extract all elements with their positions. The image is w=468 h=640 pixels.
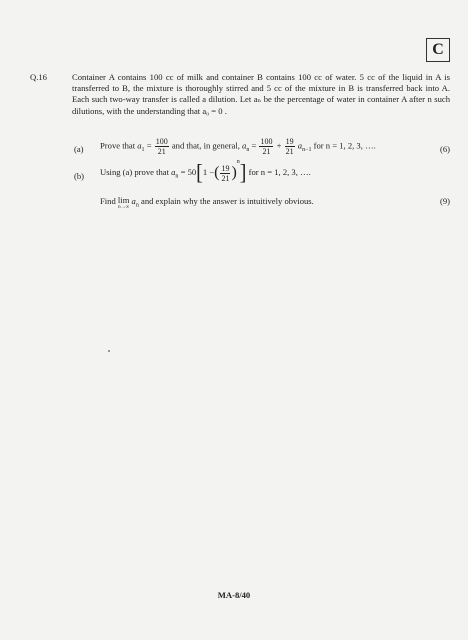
part-b-an-subscript: n xyxy=(175,173,179,180)
part-b-text-before: Using (a) prove that xyxy=(100,167,169,177)
an-subscript: n xyxy=(246,147,250,154)
fraction-denominator: 21 xyxy=(221,173,230,183)
right-paren: ) xyxy=(231,164,237,182)
part-b-text-after: for n = 1, 2, 3, …. xyxy=(248,167,311,177)
an-symbol: a xyxy=(242,140,247,151)
an-minus-1-subscript: n−1 xyxy=(302,147,312,154)
fraction-denominator: 21 xyxy=(285,147,294,156)
left-bracket: [ xyxy=(196,160,203,186)
fraction-denominator: 21 xyxy=(262,147,271,156)
fraction-19-21 xyxy=(285,137,295,156)
fraction-numerator: 19 xyxy=(285,137,294,146)
limit-expression xyxy=(118,196,129,212)
fraction-denominator: 21 xyxy=(157,147,166,156)
part-b-statement: Using (a) prove that $a_n = 50[1$ −( $\frac{19}{21}$ )$^n$] for n = 1, 2, 3, …. xyxy=(100,159,311,186)
part-b-coefficient: = 50 xyxy=(180,167,197,177)
fraction-19-21-b xyxy=(220,164,230,183)
part-b-marks: (9) xyxy=(439,196,450,206)
question-stem: Container A contains 100 cc of milk and container B contains 100 cc of water. 5 cc of the liquid in A is transferred to B, the mixture is thoroughly stirred and 5 cc of the mixture in B is transferred back into A. Each such two-way transfer is called a dilution. Let aₙ be the percentage of water in container A after n such dilutions, with the understanding that a₀ = 0 . xyxy=(72,72,450,116)
right-bracket: ] xyxy=(239,160,247,186)
fraction-numerator: 100 xyxy=(260,137,273,146)
find-an-subscript: n xyxy=(135,202,139,209)
find-text-2: and explain why the answer is intuitively obvious. xyxy=(141,196,314,206)
part-b-find-line: Find lim n→∞ $a_n$ and explain why the answer is intuitively obvious. xyxy=(100,195,314,210)
one-minus: 1 − xyxy=(202,167,215,177)
part-a-statement: Prove that $a_1$ = $\frac{100}{21}$ and that, in general, $a_n$ = $\frac{100}{21}$ + $\frac{19}{21}$ $a_{n-1}$ for n = 1, 2, 3, …. xyxy=(100,137,376,156)
find-text-1: Find xyxy=(100,196,116,206)
stray-mark xyxy=(108,350,110,352)
section-label: C xyxy=(426,38,450,62)
fraction-numerator: 19 xyxy=(221,163,230,173)
page-footer: MA-8/40 xyxy=(217,590,251,600)
part-a-label: (a) xyxy=(74,144,84,154)
part-a-marks: (6) xyxy=(439,144,450,154)
part-b-label: (b) xyxy=(74,171,85,181)
part-a-text-mid: and that, in general, xyxy=(171,140,240,151)
part-a-text-after: for n = 1, 2, 3, …. xyxy=(313,140,376,151)
lim-subscript: n→∞ xyxy=(118,205,130,210)
question-number: Q.16 xyxy=(30,72,47,82)
fraction-numerator: 100 xyxy=(155,137,168,146)
part-a-text-before: Prove that xyxy=(100,140,136,151)
a1-subscript: 1 xyxy=(141,147,145,154)
fraction-100-21-b xyxy=(259,137,273,156)
fraction-100-21-a xyxy=(155,137,169,156)
power-n: n xyxy=(236,159,240,165)
a1-symbol: a xyxy=(137,140,142,151)
lim-word: lim xyxy=(117,195,130,205)
left-paren: ( xyxy=(214,164,220,182)
